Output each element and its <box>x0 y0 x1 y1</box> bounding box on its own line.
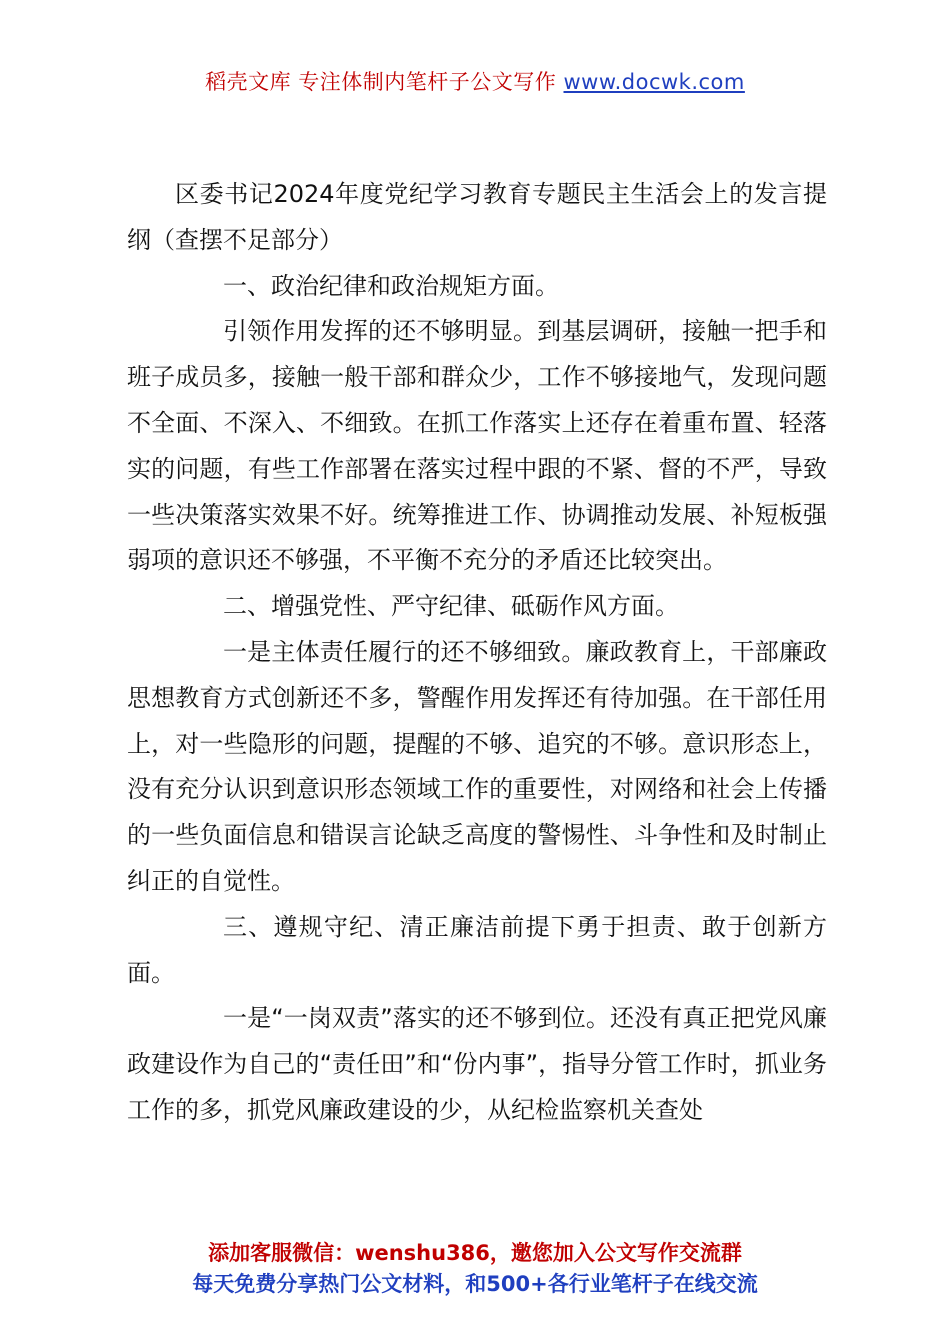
footer-share-line: 每天免费分享热门公文材料，和500+各行业笔杆子在线交流 <box>192 1272 758 1296</box>
section-heading-3: 三、遵规守纪、清正廉洁前提下勇于担责、敢于创新方面。 <box>127 912 827 987</box>
page-header <box>0 66 950 96</box>
page-footer <box>0 1238 950 1300</box>
section-paragraph-3: 一是“一岗双责”落实的还不够到位。还没有真正把党风廉政建设作为自己的“责任田”和“份内事”，指导分管工作时，抓业务工作的多，抓党风廉政建设的少，从纪检监察机关查处 <box>127 1004 827 1124</box>
document-body <box>127 172 827 1134</box>
header-brand-text: 稻壳文库 专注体制内笔杆子公文写作 <box>205 70 557 94</box>
section-heading-2: 二、增强党性、严守纪律、砥砺作风方面。 <box>223 592 679 621</box>
section-paragraph-2: 一是主体责任履行的还不够细致。廉政教育上，干部廉政思想教育方式创新还不多，警醒作用发挥还有待加强。在干部任用上，对一些隐形的问题，提醒的不够、追究的不够。意识形态上，没有充分认识到意识形态领域工作的重要性，对网络和社会上传播的一些负面信息和错误言论缺乏高度的警惕性、斗争性和及时制止纠正的自觉性。 <box>127 637 827 895</box>
footer-wechat-line: 添加客服微信：wenshu386，邀您加入公文写作交流群 <box>208 1241 742 1265</box>
section-heading-1: 一、政治纪律和政治规矩方面。 <box>223 271 559 300</box>
header-url-link[interactable]: www.docwk.com <box>563 70 745 94</box>
document-title: 区委书记2024年度党纪学习教育专题民主生活会上的发言提纲（查摆不足部分） <box>127 180 827 254</box>
section-paragraph-1: 引领作用发挥的还不够明显。到基层调研，接触一把手和班子成员多，接触一般干部和群众少，工作不够接地气，发现问题不全面、不深入、不细致。在抓工作落实上还存在着重布置、轻落实的问题，有些工作部署在落实过程中跟的不紧、督的不严，导致一些决策落实效果不好。统筹推进工作、协调推动发展、补短板强弱项的意识还不够强，不平衡不充分的矛盾还比较突出。 <box>127 317 827 575</box>
